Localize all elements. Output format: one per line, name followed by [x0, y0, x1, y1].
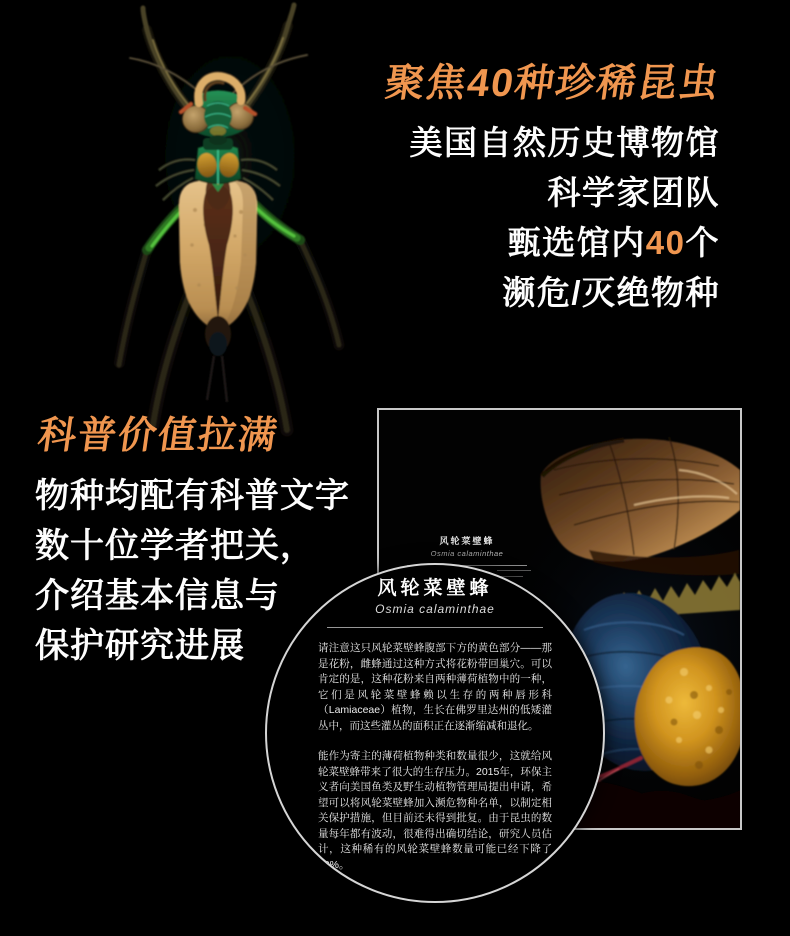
magnifier-paragraph-1: 请注意这只风轮菜壁蜂腹部下方的黄色部分——那是花粉，雌蜂通过这种方式将花粉带回巢穴。可以肯定的是，这种花粉来自两种薄荷植物中的一种，它们是风轮菜壁蜂赖以生存的两种唇形科（Lamiaceae）植物，生长在佛罗里达州的低矮灌丛中，而这些灌丛的面积正在逐渐缩减和退化。 — [318, 642, 552, 732]
species-latin: Osmia calaminthae — [430, 549, 504, 558]
value-headline: 科普价值拉满 — [35, 415, 282, 457]
hero-line-3 — [386, 218, 720, 268]
value-line-1: 物种均配有科普文字 — [35, 477, 350, 515]
hero-line-4: 濒危/灭绝物种 — [502, 274, 720, 311]
beetle-abdomen — [179, 178, 257, 402]
magnifier-circle — [265, 563, 605, 903]
hero-line-3-highlight: 40 — [645, 224, 686, 261]
hero-line-1: 美国自然历史博物馆 — [409, 124, 720, 161]
magnifier-rule — [327, 627, 543, 628]
hero-headline: 聚焦40种珍稀昆虫 — [382, 62, 723, 105]
hero-line-3-prefix: 甄选馆内 — [507, 224, 646, 261]
value-line-3: 介绍基本信息与 — [35, 577, 280, 615]
hero-text-block — [382, 52, 723, 318]
species-label — [407, 534, 527, 566]
value-line-4: 保护研究进展 — [35, 627, 245, 665]
value-line-2: 数十位学者把关， — [35, 527, 315, 565]
page-text-fragment — [497, 570, 531, 571]
hero-line-3-suffix: 个 — [685, 224, 720, 261]
species-name: 风轮菜壁蜂 — [439, 536, 495, 546]
hero-line-2: 科学家团队 — [547, 174, 720, 211]
magnifier-species-title: 风轮菜壁蜂 — [377, 578, 493, 599]
magnifier-paragraph-2: 能作为寄主的薄荷植物种类和数量很少，这就给风轮菜壁蜂带来了很大的生存压力。2015年，环保主义者向美国鱼类及野生动植物管理局提出申请，希望可以将风轮菜壁蜂加入濒危物种名单，以制定相关保护措施，但目前还未得到批复。由于昆虫的数量每年都有波动，很难得出确切结论，研究人员估计，这种稀有的风轮菜壁蜂数量可能已经下降了90%。 — [318, 750, 552, 871]
beetle-photo — [95, 0, 345, 440]
magnifier-species-latin: Osmia calaminthae — [375, 602, 495, 616]
